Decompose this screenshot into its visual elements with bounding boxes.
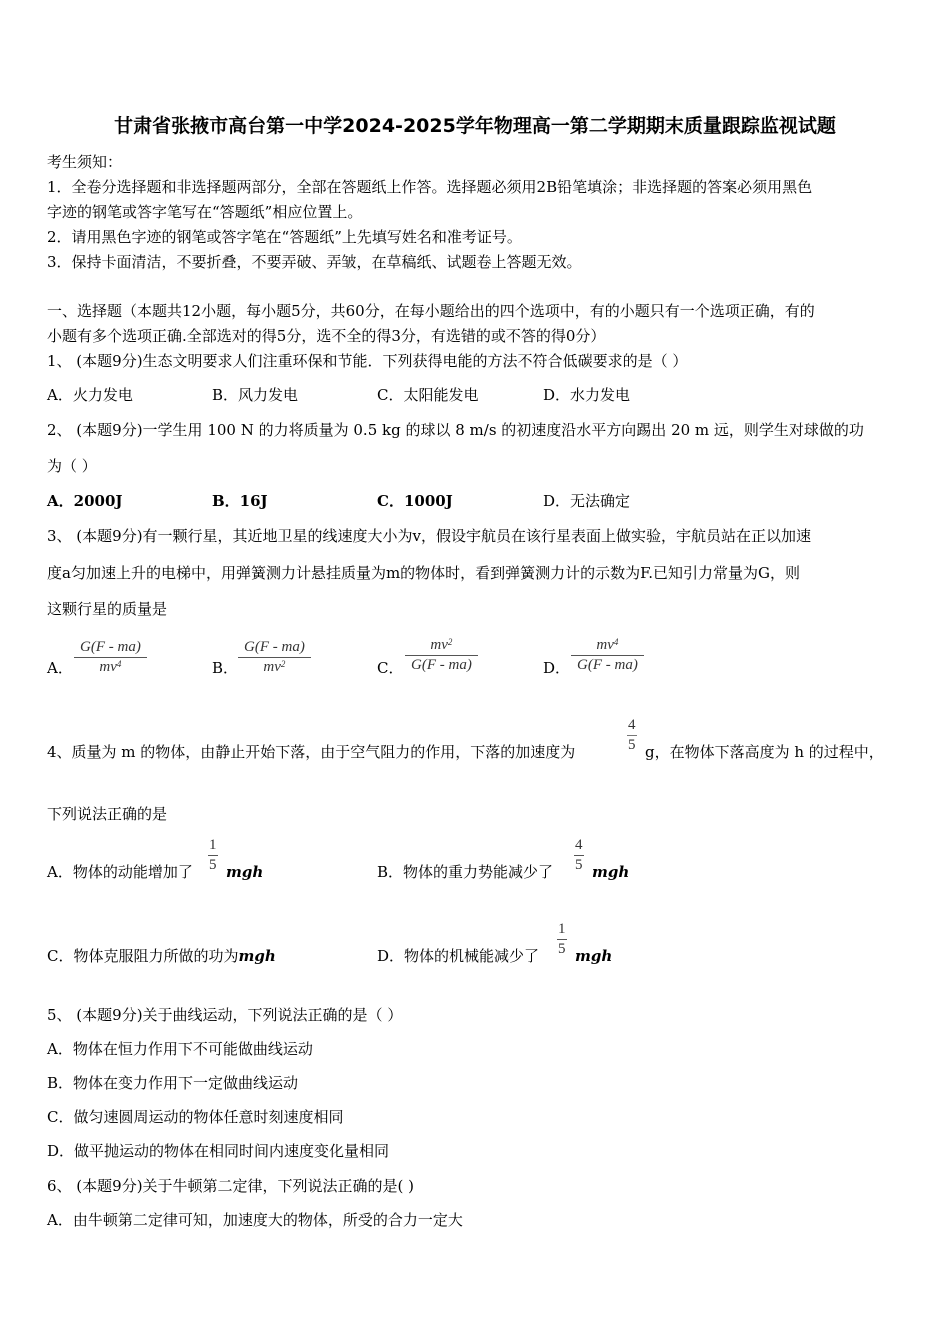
notice-item-3: 3．保持卡面清洁，不要折叠，不要弄破、弄皱，在草稿纸、试题卷上答题无效。 [47, 253, 582, 271]
q2-option-a: A．2000J [47, 492, 123, 510]
q4-option-d-tail: mgh [575, 947, 613, 965]
q4-stem-post: g，在物体下落高度为 h 的过程中， [645, 743, 884, 761]
q3-stem-line3: 这颗行星的质量是 [47, 600, 168, 618]
q4-option-b: B．物体的重力势能减少了 [377, 863, 554, 881]
q2-option-c: C．1000J [377, 492, 453, 510]
notice-item-2: 2．请用黑色字迹的钢笔或答字笔在“答题纸”上先填写姓名和准考证号。 [47, 228, 522, 246]
q4-option-a: A．物体的动能增加了 [47, 863, 193, 881]
q3-option-b-label: B． [212, 659, 239, 677]
q2-stem-line1: 2、 (本题9分)一学生用 100 N 的力将质量为 0.5 kg 的球以 8 m/s 的初速度沿水平方向踢出 20 m 远，则学生对球做的功 [47, 421, 864, 439]
section-instructions-2: 小题有多个选项正确.全部选对的得5分，选不全的得3分，有选错的或不答的得0分） [47, 327, 606, 345]
q3-option-b-formula: $\frac{G(F - ma)}{mv^2}$ [238, 638, 311, 677]
q6-stem: 6、 (本题9分)关于牛顿第二定律，下列说法正确的是( ) [47, 1177, 415, 1195]
q5-option-b: B．物体在变力作用下一定做曲线运动 [47, 1074, 299, 1092]
q5-option-d: D．做平抛运动的物体在相同时间内速度变化量相同 [47, 1142, 390, 1160]
q2-stem-line2: 为（ ） [47, 457, 97, 475]
q4-stem-line2: 下列说法正确的是 [47, 805, 168, 823]
notice-item-1: 1．全卷分选择题和非选择题两部分，全部在答题纸上作答。选择题必须用2B铅笔填涂；非选择题的答案必须用黑色 [47, 178, 813, 196]
q4-option-a-tail: mgh [226, 863, 264, 881]
q4-option-d: D．物体的机械能减少了 [377, 947, 540, 965]
q4-option-a-fraction: $\frac{1}{5}$ [209, 837, 217, 873]
notice-heading: 考生须知： [47, 153, 123, 171]
q3-stem-line1: 3、 (本题9分)有一颗行星，其近地卫星的线速度大小为v，假设宇航员在该行星表面上做实验，宇航员站在正以加速 [47, 527, 812, 545]
q4-option-c: C．物体克服阻力所做的功为mgh [47, 947, 276, 965]
q4-stem-fraction: $\frac{4}{5}$ [628, 717, 636, 753]
q3-option-d-formula: $\frac{mv^4}{G(F - ma)}$ [571, 636, 644, 675]
q3-option-a-formula: $\frac{G(F - ma)}{mv^4}$ [74, 638, 147, 677]
q2-option-b: B．16J [212, 492, 268, 510]
q1-option-d: D．水力发电 [543, 386, 631, 404]
q5-stem: 5、 (本题9分)关于曲线运动，下列说法正确的是（ ） [47, 1006, 403, 1024]
q1-stem: 1、 (本题9分)生态文明要求人们注重环保和节能．下列获得电能的方法不符合低碳要求的是（ ） [47, 352, 688, 370]
q3-option-d-label: D． [543, 659, 571, 677]
q2-option-d: D．无法确定 [543, 492, 631, 510]
q3-stem-line2: 度a匀加速上升的电梯中，用弹簧测力计悬挂质量为m的物体时，看到弹簧测力计的示数为F.已知引力常量为G，则 [47, 564, 800, 582]
q1-option-b: B．风力发电 [212, 386, 299, 404]
exam-title: 甘肃省张掖市高台第一中学2024-2025学年物理高一第二学期期末质量跟踪监视试题 [114, 115, 836, 137]
q6-option-a: A．由牛顿第二定律可知，加速度大的物体，所受的合力一定大 [47, 1211, 463, 1229]
q4-stem-pre: 4、质量为 m 的物体，由静止开始下落，由于空气阻力的作用，下落的加速度为 [47, 743, 576, 761]
q5-option-c: C．做匀速圆周运动的物体任意时刻速度相同 [47, 1108, 344, 1126]
q1-option-a: A．火力发电 [47, 386, 133, 404]
q4-option-b-fraction: $\frac{4}{5}$ [575, 837, 583, 873]
q3-option-a-label: A． [47, 659, 73, 677]
q5-option-a: A．物体在恒力作用下不可能做曲线运动 [47, 1040, 313, 1058]
q3-option-c-formula: $\frac{mv^2}{G(F - ma)}$ [405, 636, 478, 675]
section-instructions-1: 一、选择题（本题共12小题，每小题5分，共60分，在每小题给出的四个选项中，有的小题只有一个选项正确，有的 [47, 302, 815, 320]
q3-option-c-label: C． [377, 659, 404, 677]
q4-option-b-tail: mgh [592, 863, 630, 881]
q1-option-c: C．太阳能发电 [377, 386, 479, 404]
notice-item-1-cont: 字迹的钢笔或答字笔写在“答题纸”相应位置上。 [47, 203, 363, 221]
q4-option-d-fraction: $\frac{1}{5}$ [558, 921, 566, 957]
